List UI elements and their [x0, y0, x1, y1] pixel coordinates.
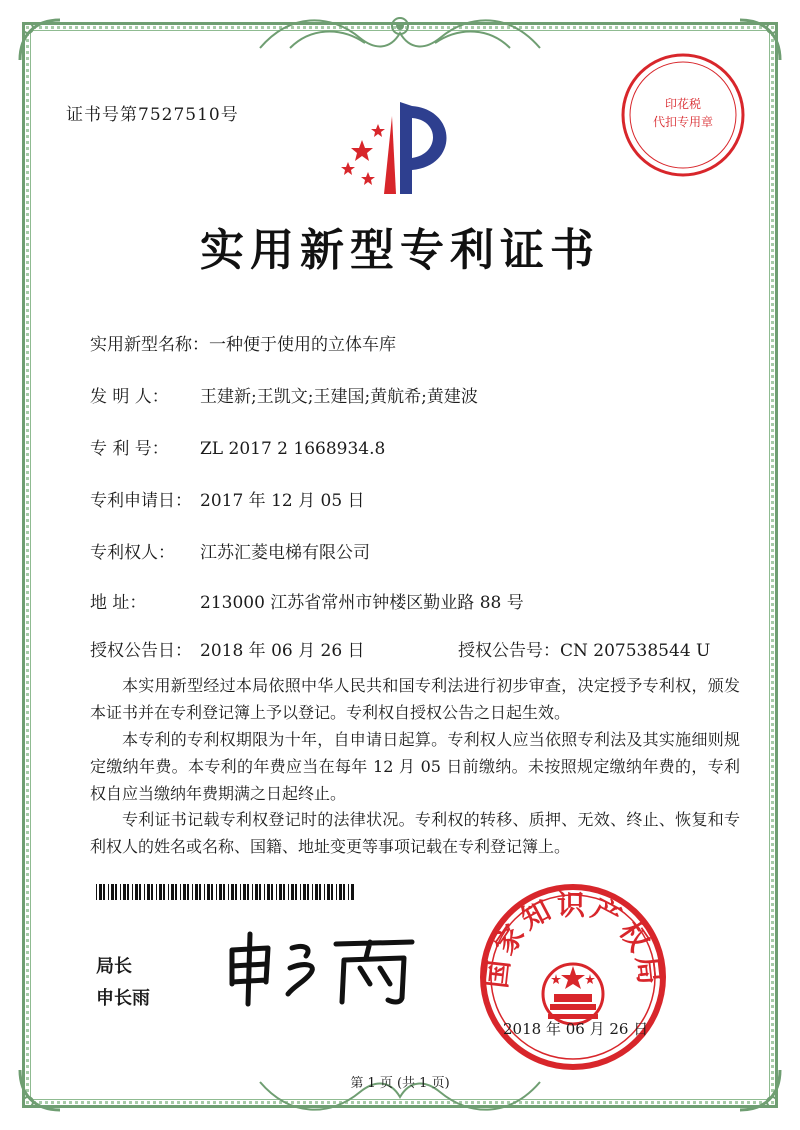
field-utility-name	[90, 330, 396, 355]
field-label: 授权公告号：	[458, 641, 560, 661]
field-value: 2017 年 12 月 05 日	[200, 491, 365, 511]
field-value: 2018 年 06 月 26 日	[200, 641, 365, 661]
field-label: 实用新型名称：	[90, 335, 209, 355]
field-grant-number	[458, 636, 710, 661]
field-patent-holder	[90, 538, 370, 563]
field-application-date	[90, 486, 365, 511]
chief-title: 局长	[96, 956, 132, 977]
certificate-title: 实用新型专利证书	[200, 225, 600, 276]
field-value: 王建新;王凯文;王建国;黄航希;黄建波	[200, 387, 478, 407]
certificate-number: 证书号第7527510号	[66, 105, 239, 125]
barcode-icon	[96, 884, 356, 900]
svg-text:代扣专用章: 代扣专用章	[652, 115, 714, 129]
field-value: CN 207538544 U	[560, 641, 711, 661]
field-grant-date	[90, 636, 365, 661]
field-label: 地 址：	[90, 593, 147, 613]
field-value: 一种便于使用的立体车库	[209, 335, 396, 355]
field-patent-number	[90, 434, 385, 459]
field-label: 授权公告日：	[90, 641, 192, 661]
field-value: 213000 江苏省常州市钟楼区勤业路 88 号	[200, 593, 524, 613]
top-ornament-icon	[250, 8, 550, 58]
field-inventor	[90, 382, 478, 407]
paragraph-grant: 本实用新型经过本局依照中华人民共和国专利法进行初步审查，决定授予专利权，颁发本证书并在专利登记簿上予以登记。专利权自授权公告之日起生效。	[90, 676, 740, 722]
svg-text:国家知识产权局: 国家知识产权局	[479, 888, 667, 990]
field-value: 江苏汇菱电梯有限公司	[200, 543, 370, 563]
tax-seal-icon	[618, 50, 748, 180]
paragraph-legal-status: 专利证书记载专利权登记时的法律状况。专利权的转移、质押、无效、终止、恢复和专利权人的姓名或名称、国籍、地址变更等事项记载在专利登记簿上。	[90, 810, 740, 856]
field-label: 发 明 人：	[90, 387, 169, 407]
cnipa-seal-icon	[478, 882, 668, 1072]
paragraph-term: 本专利的专利权期限为十年，自申请日起算。专利权人应当依照专利法及其实施细则规定缴纳年费。本专利的年费应当在每年 12 月 05 日前缴纳。未按照规定缴纳年费的，专利权自应当缴纳年费期满之日起终止。	[90, 730, 740, 803]
corner-ornament-icon	[10, 10, 70, 70]
field-address	[90, 588, 524, 613]
page-number: 第 1 页 (共 1 页)	[350, 1076, 450, 1091]
field-label: 专利申请日：	[90, 491, 192, 511]
chief-name: 申长雨	[96, 988, 150, 1009]
handwritten-signature-icon	[220, 928, 420, 1008]
field-value: ZL 2017 2 1668934.8	[200, 439, 386, 459]
patent-office-logo-icon	[340, 96, 458, 200]
issue-date: 2018 年 06 月 26 日	[503, 1020, 649, 1038]
svg-text:印花税: 印花税	[664, 97, 702, 111]
field-label: 专 利 号：	[90, 439, 169, 459]
field-label: 专利权人：	[90, 543, 175, 563]
